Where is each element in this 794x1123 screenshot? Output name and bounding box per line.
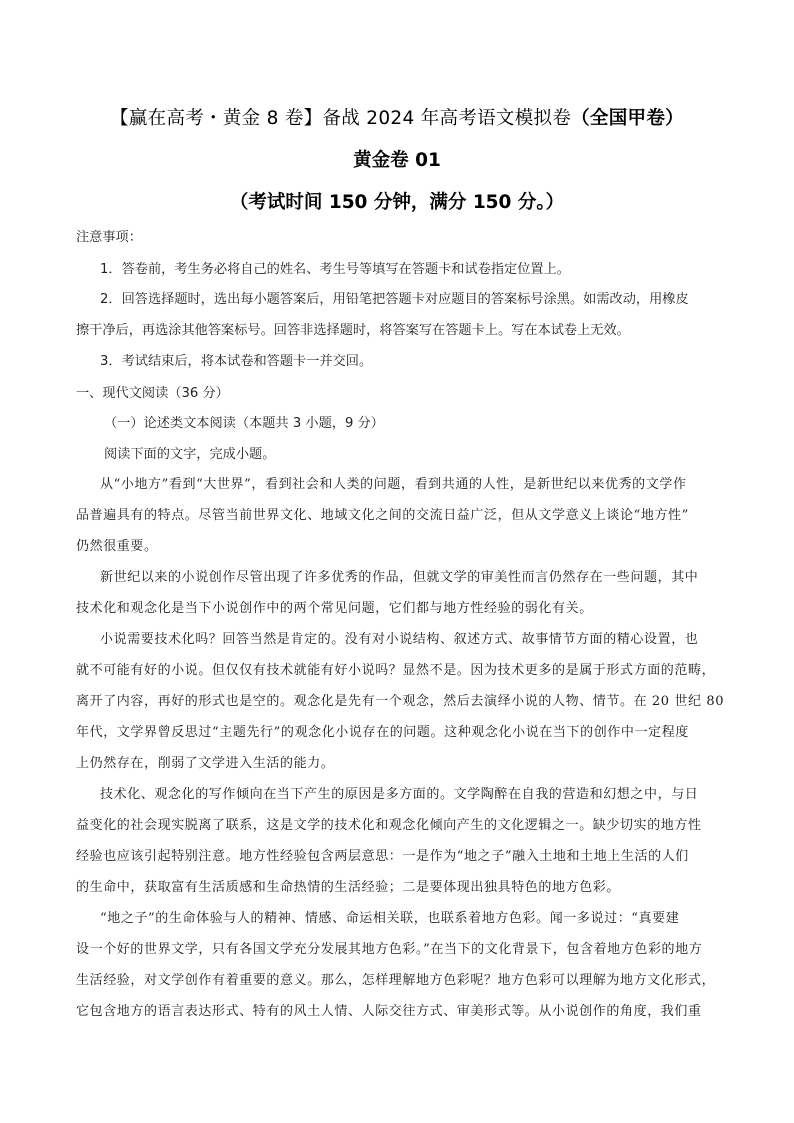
passage-line: 年代，文学界曾反思过“主题先行”的观念化小说存在的问题。这种观念化小说在当下的创作中一定程度 <box>76 725 689 740</box>
section-title: 一、现代文阅读（36 分） <box>76 386 229 401</box>
reading-instruction: 阅读下面的文字，完成小题。 <box>104 447 276 462</box>
passage-line: “地之子”的生命体验与人的精神、情感、命运相关联，也联系着地方色彩。闻一多说过：“真要建 <box>100 911 680 926</box>
exam-subtitle: 黄金卷 01 <box>353 150 441 171</box>
exam-title <box>0 104 794 130</box>
passage-line: 从“小地方”看到“大世界”，看到社会和人类的问题，看到共通的人性，是新世纪以来优秀的文学作 <box>100 477 687 492</box>
exam-title-prefix: 【赢在高考・黄金 8 卷】备战 2024 年高考语文模拟卷 <box>110 108 572 129</box>
notice-item-2: 2．回答选择题时，选出每小题答案后，用铅笔把答题卡对应题目的答案标号涂黑。如需改动，用橡皮 <box>100 292 689 307</box>
exam-time-info: （考试时间 150 分钟，满分 150 分。） <box>229 192 565 213</box>
notice-heading: 注意事项： <box>76 230 142 245</box>
subsection-title: （一）论述类文本阅读（本题共 3 小题，9 分） <box>104 416 384 431</box>
passage-line: 经验也应该引起特别注意。地方性经验包含两层意思：一是作为“地之子”融入土地和土地上生活的人们 <box>76 849 689 864</box>
passage-line: 设一个好的世界文学，只有各国文学充分发展其地方色彩。”在当下的文化背景下，包含着地方色彩的地方 <box>76 942 703 957</box>
passage-line: 品普遍具有的特点。尽管当前世界文化、地域文化之间的交流日益广泛，但从文学意义上谈论“地方性” <box>76 508 689 523</box>
passage-line: 小说需要技术化吗？回答当然是肯定的。没有对小说结构、叙述方式、故事情节方面的精心设置，也 <box>100 632 699 647</box>
passage-line: 生活经验，对文学创作有着重要的意义。那么，怎样理解地方色彩呢？地方色彩可以理解为地方文化形式， <box>76 973 716 988</box>
passage-line: 的生命中，获取富有生活质感和生命热情的生活经验；二是要体现出独具特色的地方色彩。 <box>76 880 621 895</box>
passage-line: 益变化的社会现实脱离了联系，这是文学的技术化和观念化倾向产生的文化逻辑之一。缺少切实的地方性 <box>76 818 702 833</box>
notice-item-1: 1．答卷前，考生务必将自己的姓名、考生号等填写在答题卡和试卷指定位置上。 <box>100 262 570 277</box>
passage-line: 技术化、观念化的写作倾向在当下产生的原因是多方面的。文学陶醉在自我的营造和幻想之中，与日 <box>100 787 699 802</box>
notice-item-2-cont: 擦干净后，再选涂其他答案标号。回答非选择题时，将答案写在答题卡上。写在本试卷上无效。 <box>76 323 630 338</box>
passage-line: 新世纪以来的小说创作尽管出现了许多优秀的作品，但就文学的审美性而言仍然存在一些问题，其中 <box>100 570 699 585</box>
exam-title-region: （全国甲卷） <box>571 108 684 129</box>
passage-line: 它包含地方的语言表达形式、特有的风土人情、人际交往方式、审美形式等。从小说创作的角度，我们重 <box>76 1004 702 1019</box>
notice-item-3: 3．考试结束后，将本试卷和答题卡一并交回。 <box>100 354 373 369</box>
passage-line: 就不可能有好的小说。但仅仅有技术就能有好小说吗？显然不是。因为技术更多的是属于形式方面的范畴， <box>76 663 716 678</box>
passage-line: 离开了内容，再好的形式也是空的。观念化是先有一个观念，然后去演绎小说的人物、情节。在 20 世纪 80 <box>76 694 725 709</box>
passage-line: 仍然很重要。 <box>76 539 158 554</box>
passage-line: 技术化和观念化是当下小说创作中的两个常见问题，它们都与地方性经验的弱化有关。 <box>76 601 593 616</box>
passage-line: 上仍然存在，削弱了文学进入生活的能力。 <box>76 756 335 771</box>
